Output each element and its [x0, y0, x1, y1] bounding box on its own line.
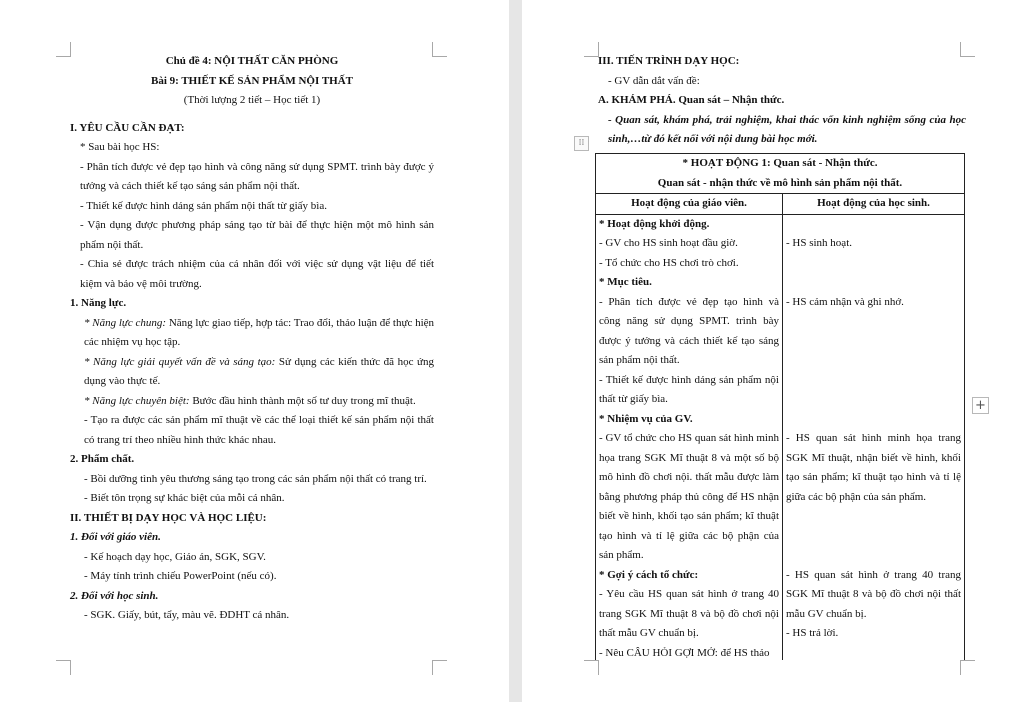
capability-special-text: Bước đầu hình thành một số tư duy trong mĩ thuật.: [189, 394, 416, 407]
cell-line: - HS quan sát hình ở trang 40 trang SGK Mĩ thuật 8 và bộ đồ chơi nội thất mẫu GV chuẩn bị.: [786, 568, 961, 620]
capability-general-text: Năng lực giao tiếp, hợp tác: Trao đổi, thảo luận để thực hiện các nhiệm vụ học tập.: [84, 316, 435, 348]
duration-text: (Thời lượng 2 tiết – Học tiết 1): [183, 94, 321, 106]
margin-mark: [960, 660, 975, 675]
margin-mark: [584, 42, 599, 57]
requirement-item: - Chia sẻ được trách nhiệm của cá nhân đối với việc sử dụng vật liệu để tiết kiệm và bảo vệ môi trường.: [80, 258, 434, 290]
activity-table: [595, 153, 965, 664]
table-title: * HOẠT ĐỘNG 1: Quan sát - Nhận thức.: [682, 157, 878, 169]
row-heading: * Hoạt động khởi động.: [599, 217, 710, 230]
margin-mark: [56, 42, 71, 57]
section-3-title: III. TIẾN TRÌNH DẠY HỌC:: [598, 55, 740, 67]
teacher-cell: [596, 214, 783, 664]
margin-mark: [432, 660, 447, 675]
capability-problem-text: Sử dụng các kiến thức đã học ứng dụng vào thực tế.: [84, 355, 435, 387]
capability-title: 1. Năng lực.: [70, 297, 127, 309]
section-1-title: I. YÊU CẦU CẦN ĐẠT:: [70, 121, 185, 134]
margin-mark: [584, 660, 599, 675]
capability-general: [70, 314, 434, 353]
capability-problem: [70, 353, 434, 392]
student-cell: [783, 214, 965, 664]
margin-mark: [56, 660, 71, 675]
topic-heading: Chủ đề 4: NỘI THẤT CĂN PHÒNG: [165, 55, 339, 67]
capability-special: [70, 392, 434, 412]
table-subtitle: Quan sát - nhận thức về mô hình sản phẩm nội thất.: [657, 176, 903, 189]
left-page-text: [70, 52, 434, 626]
cell-line: - Phân tích được vẻ đẹp tạo hình và công năng sử dụng SPMT. trình bày được ý tưởng và cách thiết kế tạo sáng sản phẩm nội thất.: [599, 295, 779, 366]
cell-line: - Yêu cầu HS quan sát hình ở trang 40 trang SGK Mĩ thuật 8 và bộ đồ chơi nội thất mẫu GV chuẩn bị.: [599, 588, 779, 639]
lesson-heading: Bài 9: THIẾT KẾ SẢN PHẨM NỘI THẤT: [150, 74, 353, 87]
teacher-item: - Máy tính trình chiếu PowerPoint (nếu có).: [84, 570, 277, 582]
quality-item: - Bồi dưỡng tình yêu thương sáng tạo trong các sản phẩm nội thất có trang trí.: [84, 472, 427, 485]
cell-line: - HS sinh hoạt.: [786, 237, 852, 249]
cell-line: - Nêu CÂU HỎI GỢI MỞ: để HS thảo: [599, 646, 770, 659]
section-2-title: II. THIẾT BỊ DẠY HỌC VÀ HỌC LIỆU:: [70, 511, 267, 524]
row-heading: * Gợi ý cách tổ chức:: [599, 568, 699, 581]
row-heading: * Nhiệm vụ của GV.: [599, 412, 693, 425]
explore-title: A. KHÁM PHÁ. Quan sát – Nhận thức.: [598, 94, 785, 106]
margin-mark: [432, 42, 447, 57]
cell-line: - GV cho HS sinh hoạt đầu giờ.: [599, 237, 738, 249]
student-title: 2. Đối với học sinh.: [70, 589, 159, 602]
cell-line: - Thiết kế được hình dáng sản phẩm nội thất từ giấy bìa.: [599, 373, 779, 405]
quality-title: 2. Phẩm chất.: [70, 453, 135, 465]
cell-line: - Tổ chức cho HS chơi trò chơi.: [599, 256, 739, 269]
capability-problem-label: * Năng lực giải quyết vấn đề và sáng tạo:: [84, 355, 276, 368]
add-row-icon[interactable]: +: [972, 397, 989, 414]
row-heading: * Mục tiêu.: [599, 276, 652, 288]
capability-special-more: - Tạo ra được các sản phẩm mĩ thuật về các thể loại thiết kế sản phẩm nội thất có trang trí theo nhiều hình thức khác nhau.: [84, 414, 434, 446]
right-page-text: [598, 52, 966, 150]
column-header-teacher: Hoạt động của giáo viên.: [596, 194, 783, 215]
teacher-item: - Kế hoạch dạy học, Giáo án, SGK, SGV.: [84, 550, 266, 563]
requirement-item: - Thiết kế được hình dáng sản phẩm nội thất từ giấy bìa.: [80, 199, 327, 212]
student-item: - SGK. Giấy, bút, tẩy, màu vẽ. ĐDHT cá nhân.: [84, 609, 290, 621]
cell-line: - HS quan sát hình minh họa trang SGK Mĩ thuật, nhận biết về hình, khối tạo sản phẩm; kĩ thuật tạo hình và tỉ lệ giữa các bộ phận của sản phẩm.: [786, 432, 961, 503]
cell-line: - HS trả lời.: [786, 627, 839, 639]
quality-item: - Biết tôn trọng sự khác biệt của mỗi cá nhân.: [84, 492, 285, 504]
cell-line: - GV tổ chức cho HS quan sát hình minh họa trang SGK Mĩ thuật 8 và một số bộ mô hình đồ chơi nội. thất mẫu được làm bằng phương pháp thủ công để HS nhận biết về hình, khối tạo sản phẩm; kĩ thuật tạo hình và tỉ lệ giữa các bộ phận của sản phẩm.: [599, 432, 779, 561]
explore-text: - Quan sát, khám phá, trải nghiệm, khai thác vốn kinh nghiệm sống của học sinh,…từ đó kết nối với nội dung bài học mới.: [608, 113, 966, 145]
capability-general-label: * Năng lực chung:: [84, 316, 167, 329]
requirement-item: - Vận dụng được phương pháp sáng tạo từ bài để thực hiện một mô hình sản phẩm nội thất.: [80, 219, 434, 251]
requirement-item: - Phân tích được vẻ đẹp tạo hình và công năng sử dụng SPMT. trình bày được ý tưởng và cách thiết kế tạo sáng sản phẩm nội thất.: [80, 160, 434, 192]
cell-line: - HS cảm nhận và ghi nhớ.: [786, 295, 904, 308]
table-row: [596, 214, 965, 664]
section-1-intro: * Sau bài học HS:: [80, 141, 160, 153]
table-title-cell: [596, 154, 965, 194]
intro-text: - GV dẫn dắt vấn đề:: [608, 74, 700, 87]
table-move-handle-icon[interactable]: ⁞⁞: [574, 136, 589, 151]
page-bottom-margin: [595, 660, 967, 702]
teacher-title: 1. Đối với giáo viên.: [70, 531, 161, 543]
column-header-student: Hoạt động của học sinh.: [783, 194, 965, 215]
capability-special-label: * Năng lực chuyên biệt:: [84, 394, 190, 407]
document-page-left: [0, 0, 509, 702]
